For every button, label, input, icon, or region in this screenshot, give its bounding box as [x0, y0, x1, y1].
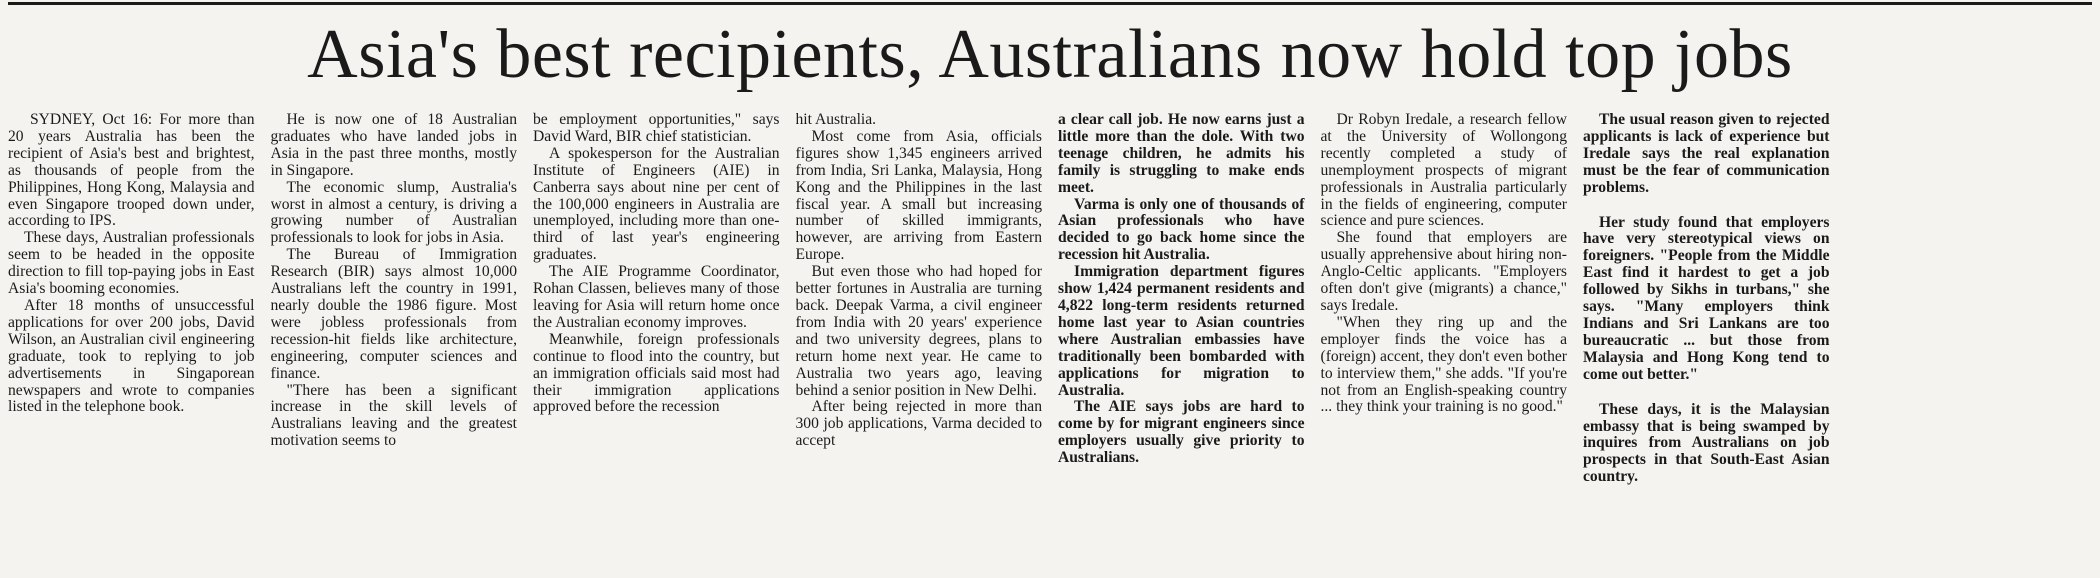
paragraph: hit Australia.: [795, 112, 877, 128]
paragraph: A spokesperson for the Australian Institute of Engineers (AIE) in Canberra says about nine per cent of the 100,000 engineers in Australia are unemployed, including more than one-third of last year's engineering graduates.: [533, 144, 780, 264]
article-body: [8, 112, 2092, 578]
article-column-1: [8, 112, 255, 578]
paragraph: After being rejected in more than 300 job applications, Varma decided to accept: [795, 398, 1042, 450]
paragraph: He is now one of 18 Australian graduates who have landed jobs in Asia in the past three months, mostly in Singapore.: [270, 112, 517, 179]
paragraph: Her study found that employers have very stereotypical views on foreigners. "People from the Middle East find it hardest to get a job followed by Sikhs in turbans," she says. "Many employers think Indians and Sri Lankans are too bureaucratic ... but those from Malaysia and Hong Kong tend to come out better.": [1583, 213, 1830, 383]
paragraph: These days, Australian professionals seem to be headed in the opposite direction to fill top-paying jobs in East Asia's booming economies.: [8, 229, 255, 298]
article-column-2: [271, 112, 518, 578]
paragraph: Dr Robyn Iredale, a research fellow at the University of Wollongong recently completed a study of unemployment prospects of migrant professionals in Australia particularly in the fields of engineering, computer science and pure sciences.: [1320, 112, 1567, 230]
paragraph: Meanwhile, foreign professionals continue to flood into the country, but an immigration officials said most had their immigration applications approved before the recession: [533, 330, 780, 416]
paragraph: a clear call job. He now earns just a little more than the dole. With two teenage children, he admits his family is struggling to make ends meet.: [1058, 112, 1305, 196]
top-rule: [8, 2, 2092, 5]
paragraph: The AIE Programme Coordinator, Rohan Classen, believes many of those leaving for Asia will return home once the Australian economy improves.: [533, 263, 780, 331]
article-column-3: [533, 112, 780, 578]
article-column-5: [1058, 112, 1305, 578]
paragraph: But even those who had hoped for better fortunes in Australia are turning back. Deepak Varma, a civil engineer from India with 20 years' experience and two university degrees, plans to return home next year. He came to Australia two years ago, leaving behind a senior position in New Delhi.: [795, 263, 1042, 399]
article-column-7: [1583, 112, 1830, 578]
paragraph: "When they ring up and the employer finds the voice has a (foreign) accent, they don't even bother to interview them," she adds. "If you're not from an English-speaking country ... they think your training is no good.": [1320, 313, 1567, 416]
paragraph: The AIE says jobs are hard to come by for migrant engineers since employers usually give priority to Australians.: [1058, 398, 1305, 467]
article-column-6: [1321, 112, 1568, 578]
article-column-8: [1846, 112, 2093, 578]
paragraph: Most come from Asia, officials figures show 1,345 engineers arrived from India, Sri Lanka, Malaysia, Hong Kong and the Philippines in the last fiscal year. A small but increasing number of skilled immigrants, however, are arriving from Eastern Europe.: [795, 127, 1042, 264]
paragraph: be employment opportunities," says David Ward, BIR chief statistician.: [533, 112, 780, 145]
headline: Asia's best recipients, Australians now hold top jobs: [307, 16, 1793, 93]
paragraph: The usual reason given to rejected applicants is lack of experience but Iredale says the real explanation must be the fear of communication problems.: [1583, 112, 1830, 196]
paragraph: Varma is only one of thousands of Asian professionals who have decided to go back home since the recession hit Australia.: [1058, 195, 1305, 264]
paragraph: The economic slump, Australia's worst in almost a century, is driving a growing number of Australian professionals to look for jobs in Asia.: [270, 178, 517, 247]
paragraph: Immigration department figures show 1,424 permanent residents and 4,822 long-term residents returned home last year to Asian countries where Australian embassies have traditionally been bombarded with applications for migration to Australia.: [1058, 263, 1305, 399]
paragraph: "There has been a significant increase in the skill levels of Australians leaving and the greatest motivation seems to: [270, 381, 517, 450]
paragraph: These days, it is the Malaysian embassy that is being swamped by inquires from Australians on job prospects in that South-East Asian country.: [1583, 400, 1830, 486]
paragraph: After 18 months of unsuccessful applications for over 200 jobs, David Wilson, an Australian civil engineering graduate, took to replying to job advertisements in Singaporean newspapers and wrote to companies listed in the telephone book.: [8, 296, 255, 416]
paragraph: She found that employers are usually apprehensive about hiring non-Anglo-Celtic applicants. "Employers often don't give (migrants) a chance," says Iredale.: [1320, 229, 1567, 314]
paragraph: The Bureau of Immigration Research (BIR) says almost 10,000 Australians left the country in 1991, nearly double the 1986 figure. Most were jobless professionals from recession-hit fields like architecture, engineering, computer sciences and finance.: [270, 246, 517, 382]
paragraph: SYDNEY, Oct 16: For more than 20 years Australia has been the recipient of Asia's best and brightest, as thousands of people from the Philippines, Hong Kong, Malaysia and even Singapore trooped down under, according to IPS.: [8, 112, 255, 230]
article-column-4: [796, 112, 1043, 578]
